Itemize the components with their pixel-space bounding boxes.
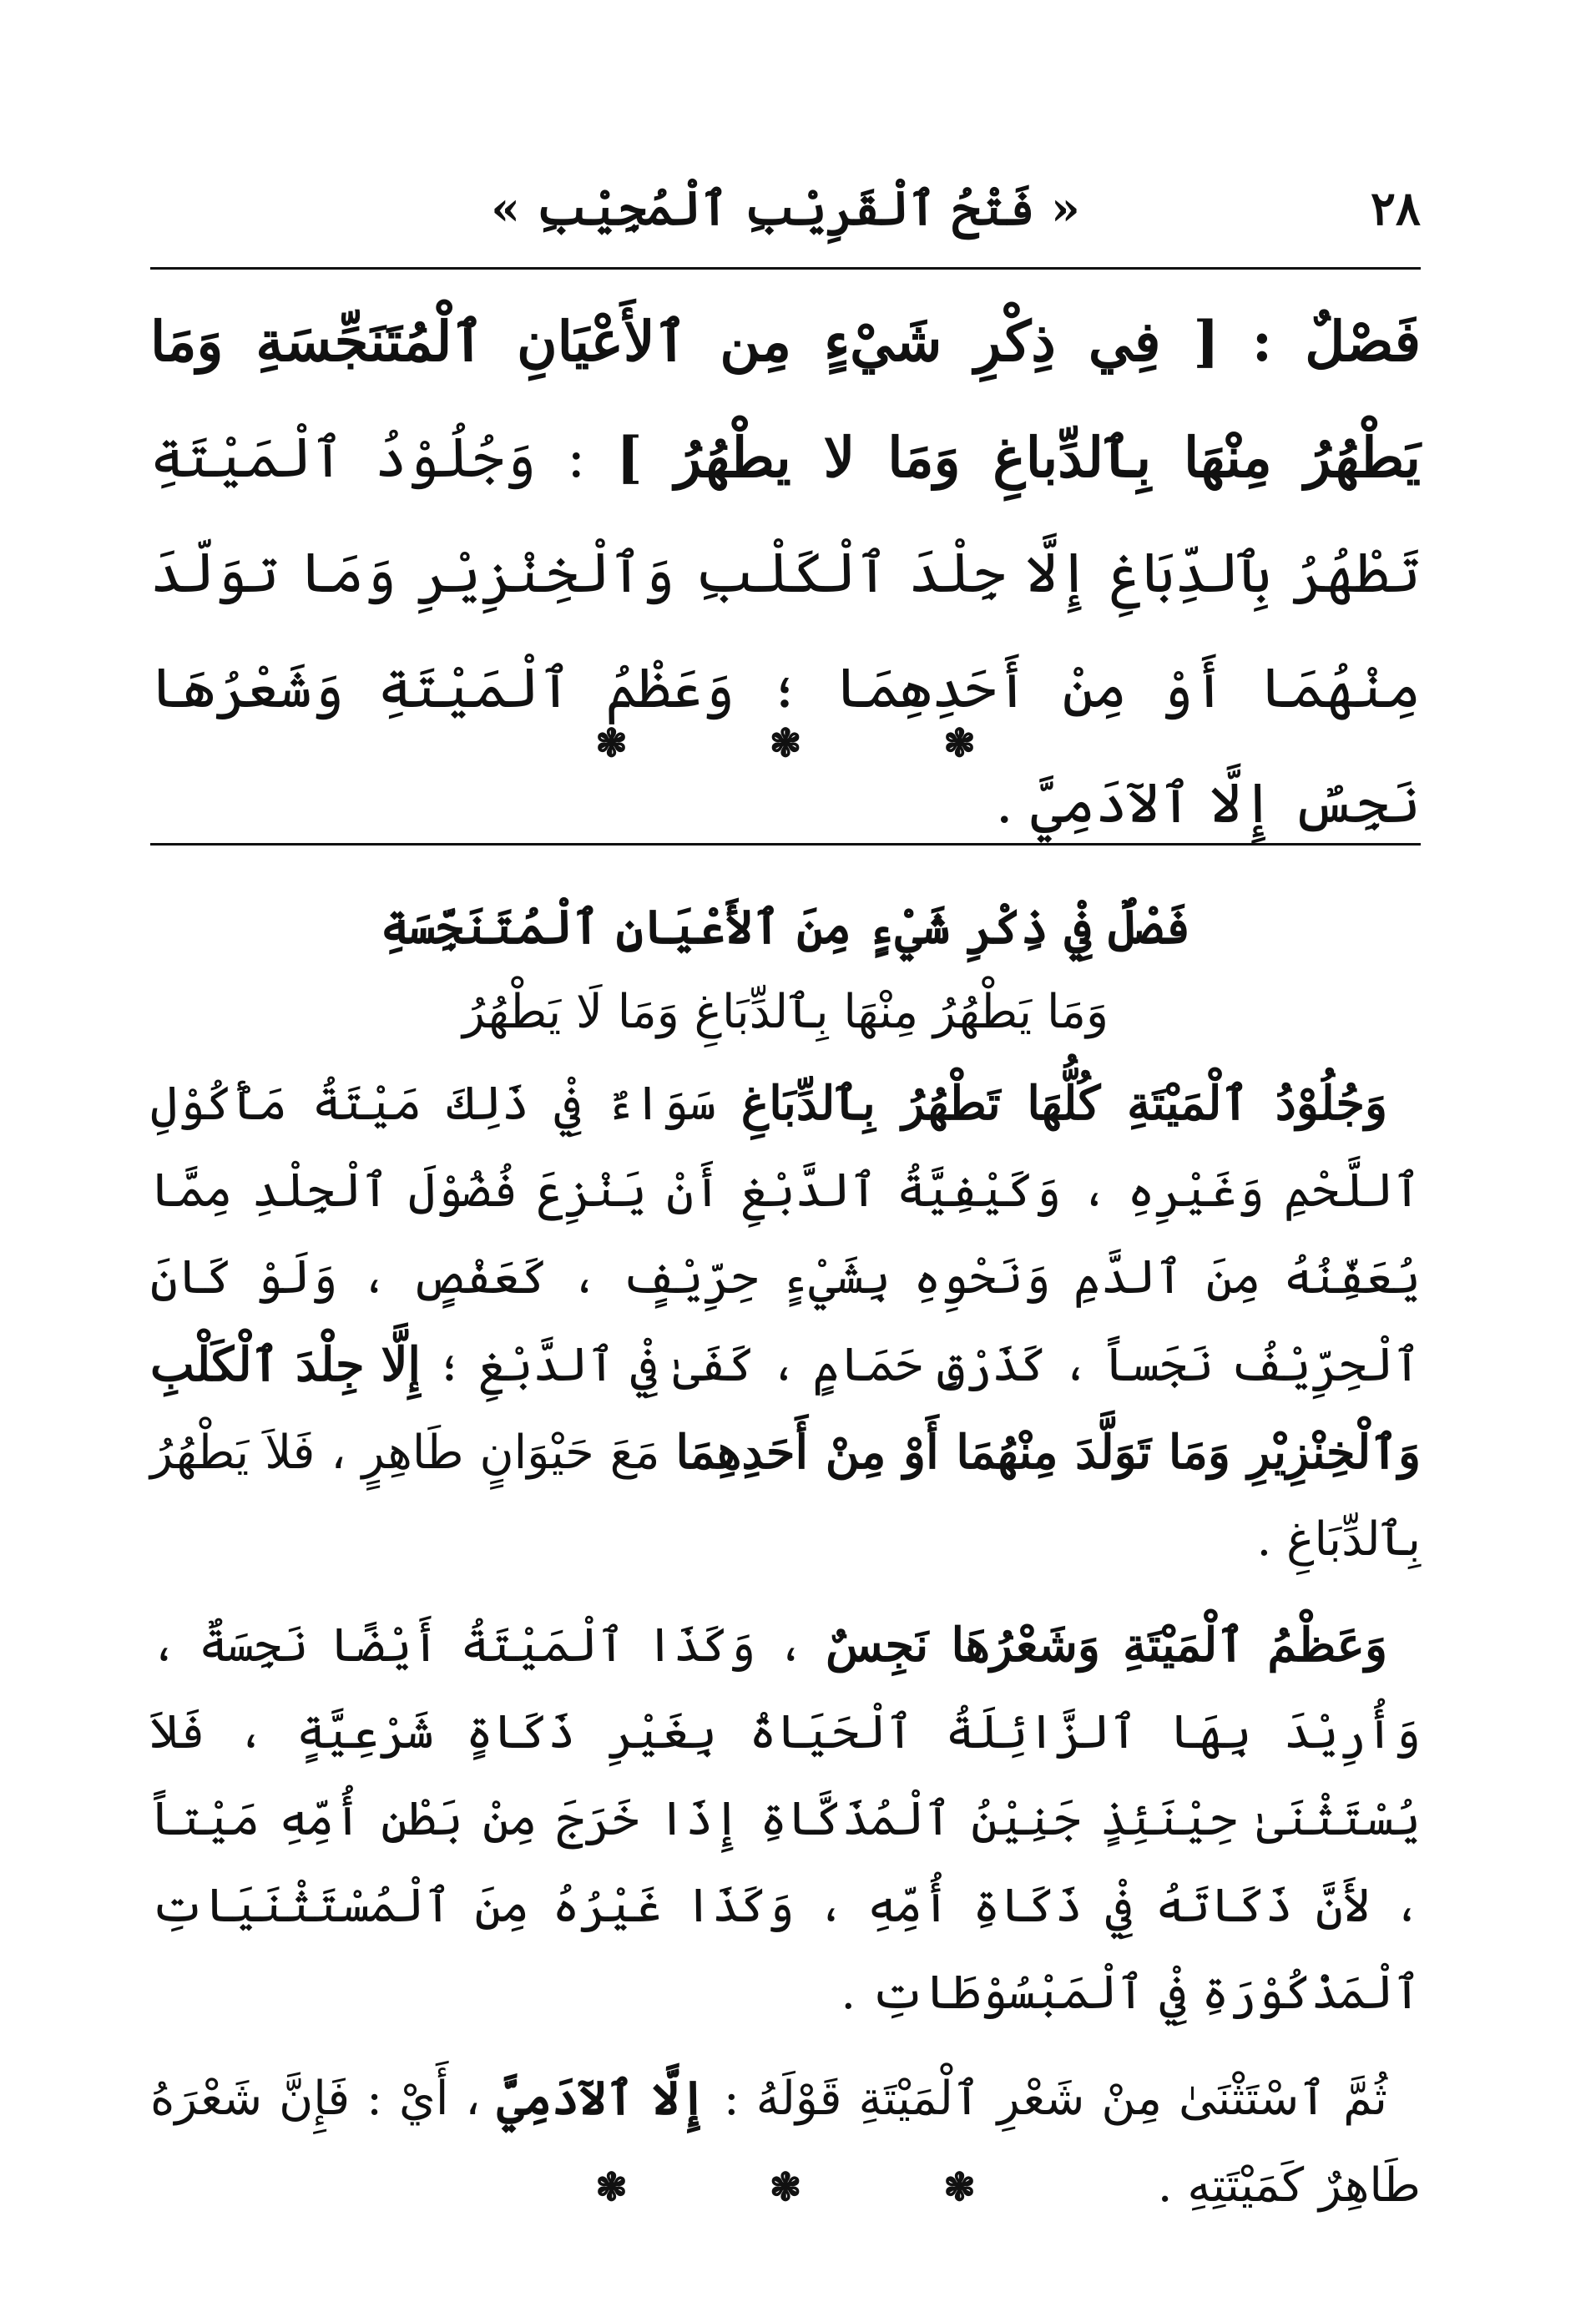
quoted-matn: إِلَّا ٱلآدَمِيَّ <box>497 2071 707 2126</box>
sharh-heading-line-1: فَصْلٌ فِيْ ذِكْرِ شَيْءٍ مِنَ ٱلأَعْيَانِ ٱلْمُتَنَجِّسَةِ <box>380 900 1191 955</box>
book-title: « فَتْحُ ٱلْقَرِيْبِ ٱلْمُجِيْبِ » <box>491 181 1080 236</box>
separator-star: ❃ <box>769 2164 802 2209</box>
running-header <box>150 171 1421 246</box>
sharh-heading-line-2: وَمَا يَطْهُرُ مِنْهَا بِٱلدِّبَاغِ وَمَا لَا يَطْهُرُ <box>462 985 1109 1039</box>
matn-section-title: فَصْلٌ : [ فِي ذِكْرِ شَيْءٍ مِن ٱلأَعْيَانِ ٱلْمُتَنَجِّسَةِ وَمَا يَطْهُرُ مِنْهَا بِٱلدِّباغِ وَمَا لا يطْهُرُ ] <box>150 309 1421 490</box>
sharh-text <box>150 1060 1421 2229</box>
separator-star: ❃ <box>595 720 628 765</box>
commentary: ثُمَّ ٱسْتَثْنَىٰ مِنْ شَعْرِ ٱلْمَيْتَةِ قَوْلَهُ : <box>706 2072 1388 2126</box>
sharh-paragraph <box>150 1060 1421 1583</box>
commentary: مَعَ حَيْوَانٍ طَاهِرٍ ، فَلاَ يَطْهُرُ بِٱلدِّبَاغِ . <box>150 1426 1421 1567</box>
header-rule <box>150 267 1421 270</box>
commentary: ، أَيْ : فَإِنَّ شَعْرَهُ طَاهِرٌ كَمَيْتَتِهِ . <box>150 2072 1421 2213</box>
separator-star: ❃ <box>943 2164 976 2209</box>
commentary: سَوَاءٌ فِيْ ذَلِكَ مَيْتَةُ مَأْكُوْلِ ٱللَّحْمِ وَغَيْرِهِ ، وَكَيْفِيَّةُ ٱلدَّبْغِ أَنْ يَنْزِعَ فُضُوْلَ ٱلْجِلْدِ مِمَّا يُعَفِّنُهُ مِنَ ٱلدَّمِ وَنَحْوِهِ بِشَيْءٍ حِرِّيْفٍ ، كَعَفْصٍ ، وَلَوْ كَانَ ٱلْحِرِّيْفُ نَجَساً ، كَذَرْقِ حَمَامٍ ، كَفَىٰ فِيْ ٱلدَّبْغِ ؛ <box>150 1077 1421 1392</box>
section-separator <box>150 714 1421 772</box>
page-number: ٢٨ <box>1370 181 1421 236</box>
sharh-heading <box>150 885 1421 1055</box>
quoted-matn: وَجُلُوْدُ ٱلْمَيْتَةِ كُلُّهَا تَطْهُرُ بِٱلدِّبَاغِ <box>740 1076 1387 1131</box>
matn-sharh-divider <box>150 843 1421 846</box>
quoted-matn: إِلَّا جِلْدَ ٱلْكَلْبِ وَٱلْخِنْزِيْرِ وَمَا تَوَلَّدَ مِنْهُمَا أَوْ مِنْ أَحَدِهِمَا <box>150 1337 1421 1480</box>
separator-star: ❃ <box>769 720 802 765</box>
separator-star: ❃ <box>595 2164 628 2209</box>
matn-text <box>150 284 1421 861</box>
matn-body: : وَجُلُوْدُ ٱلْمَيْتَةِ تَطْهُرُ بِٱلدِّبَاغِ إِلَّا جِلْدَ ٱلْكَلْبِ وَٱلْخِنْزِيْرِ وَمَا توَلّدَ مِنْهُمَا أَوْ مِنْ أَحَدِهِمَا ؛ وَعَظْمُ ٱلْمَيْتَةِ وَشَعْرُهَا نَجِسٌ إِلَّا ٱلآدَمِيَّ . <box>150 426 1421 835</box>
section-separator <box>150 2158 1421 2216</box>
sharh-paragraph <box>150 1602 1421 2037</box>
quoted-matn: وَعَظْمُ ٱلْمَيْتَةِ وَشَعْرُهَا نَجِسٌ <box>826 1618 1388 1673</box>
commentary: ، وَكَذَا ٱلْمَيْتَةُ أَيْضًا نَجِسَةٌ ، وَأُرِيْدَ بِهَا ٱلزَّائِلَةُ ٱلْحَيَاةُ بِغَيْرِ ذَكَاةٍ شَرْعِيَّةٍ ، فَلاَ يُسْتَثْنَىٰ حِيْنَئِذٍ جَنِيْنُ ٱلْمُذَكَّاةِ إِذَا خَرَجَ مِنْ بَطْنِ أُمِّهِ مَيْتاً ، لأَنَّ ذَكَاتَهُ فِيْ ذَكَاةِ أُمِّهِ ، وَكَذَا غَيْرُهُ مِنَ ٱلْمُسْتَثْنَيَاتِ ٱلْمَذْكُوْرَةِ فِيْ ٱلْمَبْسُوْطَاتِ . <box>150 1618 1421 2020</box>
separator-star: ❃ <box>943 720 976 765</box>
